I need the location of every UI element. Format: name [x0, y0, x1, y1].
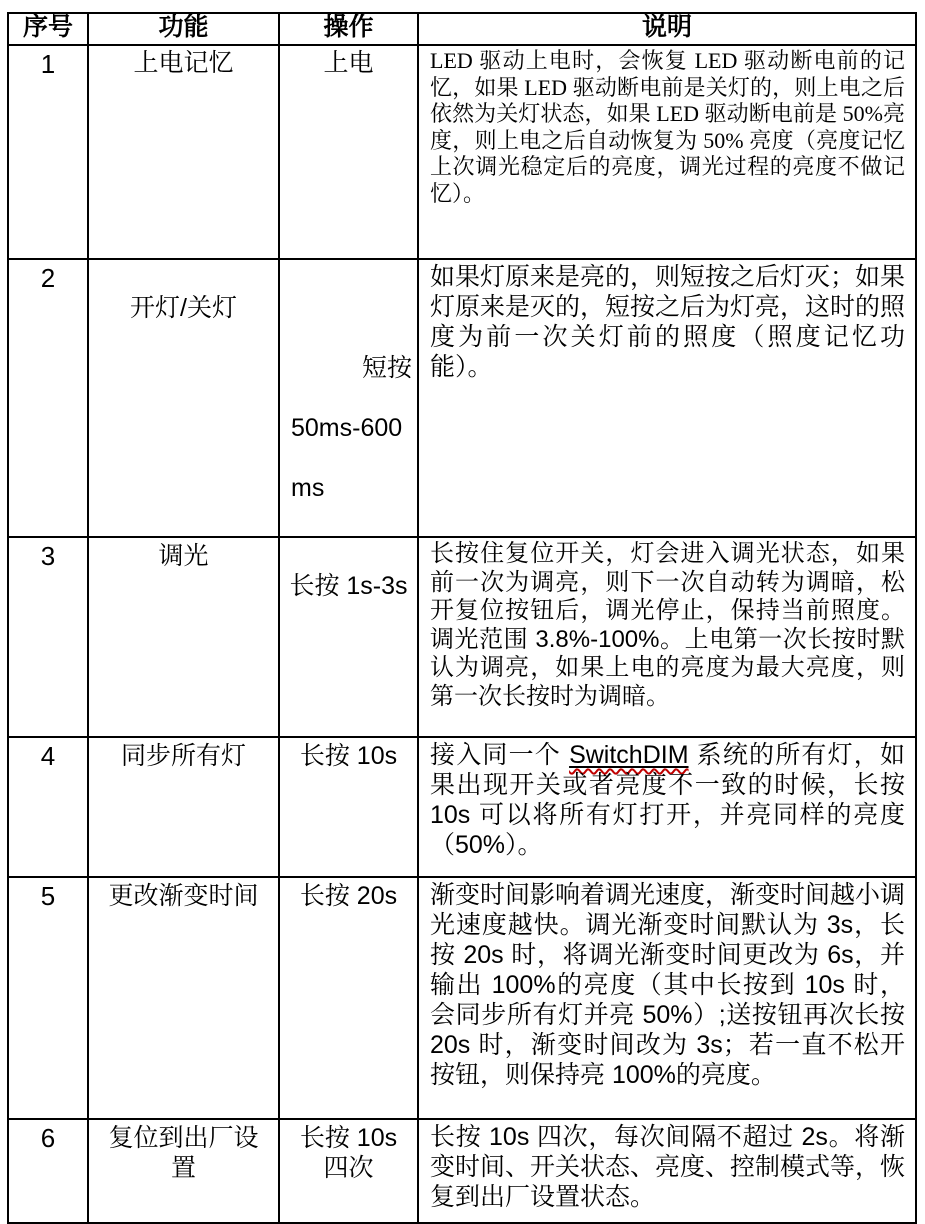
header-col-desc: 说明: [418, 13, 916, 45]
operation-line: 短按: [361, 354, 412, 382]
function-cell: 开灯/关灯: [88, 259, 279, 537]
table-row: [8, 45, 916, 259]
header-col-no: 序号: [8, 13, 88, 45]
description-cell: LED 驱动上电时，会恢复 LED 驱动断电前的记忆，如果 LED 驱动断电前是关灯的，则上电之后依然为关灯状态，如果 LED 驱动断电前是 50%亮度，则上电之后自动恢复为 50% 亮度（亮度记忆上次调光稳定后的亮度，调光过程的亮度不做记忆）。: [418, 45, 916, 259]
function-cell: 上电记忆: [88, 45, 279, 259]
table-row: [8, 259, 916, 537]
description-text: 接入同一个: [430, 741, 570, 769]
operation-cell: 长按 1s-3s: [279, 537, 418, 737]
header-col-op: 操作: [279, 13, 418, 45]
operation-cell: [279, 259, 418, 537]
description-cell: 渐变时间影响着调光速度，渐变时间越小调光速度越快。调光渐变时间默认为 3s，长按 20s 时，将调光渐变时间更改为 6s，并输出 100%的亮度（其中长按到 10s 时，会同步所有灯并亮 50%）;送按钮再次长按 20s 时，渐变时间改为 3s；若一直不松开按钮，则保持亮 100%的亮度。: [418, 877, 916, 1119]
operation-line: 50ms-600: [291, 414, 403, 442]
row-number: 4: [8, 737, 88, 877]
underlined-term: [569, 741, 688, 769]
spellcheck-flagged-word: SwitchDIM: [569, 741, 689, 769]
description-cell: 长按住复位开关，灯会进入调光状态，如果前一次为调亮，则下一次自动转为调暗，松开复位按钮后，调光停止，保持当前照度。调光范围 3.8%-100%。上电第一次长按时默认为调亮，如果上电的亮度为最大亮度，则第一次长按时为调暗。: [418, 537, 916, 737]
operation-cell: 上电: [279, 45, 418, 259]
row-number: 1: [8, 45, 88, 259]
function-cell: 调光: [88, 537, 279, 737]
operation-cell: 长按 10s 四次: [279, 1119, 418, 1223]
function-cell: 同步所有灯: [88, 737, 279, 877]
description-cell: 如果灯原来是亮的，则短按之后灯灭；如果灯原来是灭的，短按之后为灯亮，这时的照度为前一次关灯前的照度（照度记忆功能）。: [418, 259, 916, 537]
function-table: [7, 12, 917, 1224]
row-number: 3: [8, 537, 88, 737]
table-row: [8, 737, 916, 877]
function-cell: 更改渐变时间: [88, 877, 279, 1119]
header-col-func: 功能: [88, 13, 279, 45]
description-cell: 长按 10s 四次，每次间隔不超过 2s。将渐变时间、开关状态、亮度、控制模式等，恢复到出厂设置状态。: [418, 1119, 916, 1223]
row-number: 6: [8, 1119, 88, 1223]
row-number: 2: [8, 259, 88, 537]
function-cell: 复位到出厂设置: [88, 1119, 279, 1223]
description-cell: [418, 737, 916, 877]
table-row: [8, 877, 916, 1119]
description-text: 系统的所有灯，如果出现开关或者亮度不一致的时候，长按 10s 可以将所有灯打开，并亮同样的亮度（50%）。: [430, 741, 905, 859]
operation-cell: 长按 10s: [279, 737, 418, 877]
header-row: [8, 13, 916, 45]
document-page: [7, 12, 917, 1224]
operation-blank-line: [283, 293, 414, 323]
table-row: [8, 1119, 916, 1223]
operation-line: ms: [291, 474, 325, 502]
row-number: 5: [8, 877, 88, 1119]
operation-cell: 长按 20s: [279, 877, 418, 1119]
table-row: [8, 537, 916, 737]
